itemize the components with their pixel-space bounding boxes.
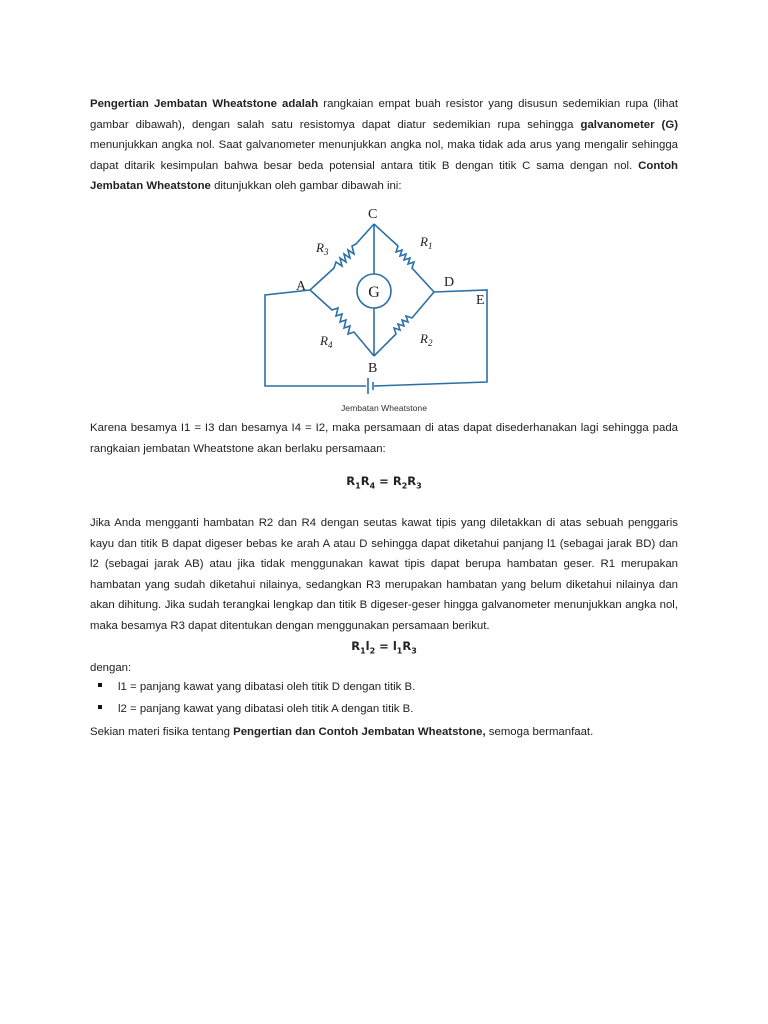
resistor-r2 [374, 292, 434, 356]
intro-bold-term: Pengertian Jembatan Wheatstone adalah [90, 98, 319, 110]
simplification-paragraph: Karena besamya I1 = I3 dan besamya I4 = I2, maka persamaan di atas dapat disederhanakan lagi sehingga pada rangkaian jembatan Wheatstone akan berlaku persamaan: [90, 422, 678, 455]
f1-term-a: R [346, 474, 356, 488]
list-item [90, 676, 678, 698]
f2-term-b: l [365, 639, 370, 653]
contoh-bold: Contoh Jembatan Wheatstone [90, 159, 678, 193]
bullet-text-l2: l2 = panjang kawat yang dibatasi oleh titik A dengan titik B. [118, 703, 414, 715]
label-r4-sub: 4 [327, 340, 333, 350]
label-d: D [444, 275, 455, 290]
label-r3 [315, 240, 329, 257]
bullet-square-icon [98, 683, 102, 687]
label-c: C [368, 207, 378, 222]
label-r1 [419, 234, 432, 251]
f1-equals: = [375, 474, 393, 488]
f1-term-d: R [407, 474, 417, 488]
list-item [90, 698, 678, 720]
resistor-r3 [310, 224, 374, 290]
galvanometer-bold: galvanometer (G) [580, 118, 678, 131]
bullet-square-icon [98, 705, 102, 709]
intro-text-3: ditunjukkan oleh gambar dibawah ini: [210, 180, 402, 193]
closing-paragraph [90, 722, 593, 742]
f1-sub-a: 1 [355, 481, 361, 491]
f2-term-d: R [402, 639, 412, 653]
f2-equals: = [375, 639, 393, 653]
f2-sub-c: 1 [396, 646, 403, 656]
label-a: A [296, 279, 307, 294]
f1-term-c: R [392, 474, 402, 488]
figure-caption: Jembatan Wheatstone [341, 403, 427, 413]
label-b: B [368, 361, 378, 376]
circuit-wire-left [265, 290, 366, 386]
label-g: G [368, 284, 380, 301]
wheatstone-bridge-diagram [258, 200, 498, 396]
closing-text-1: Sekian materi fisika tentang [90, 726, 234, 738]
label-r4-letter: R [320, 333, 328, 348]
intro-paragraph [90, 94, 678, 197]
label-r2-sub: 2 [427, 338, 433, 348]
label-r3-letter: R [316, 240, 324, 255]
bullet-text-l1: l1 = panjang kawat yang dibatasi oleh titik D dengan titik B. [118, 681, 416, 693]
f2-term-a: R [351, 639, 361, 653]
explanation-paragraph: Jika Anda mengganti hambatan R2 dan R4 dengan seutas kawat tipis yang diletakkan di atas sebuah penggaris kayu dan titik B dapat digeser bebas ke arah A atau D sehingga dapat diketahui panjang l1 (sebagai jarak BD) dan l2 (sebagai jarak AB) atau jika tidak menggunakan kawat tipis dapat berupa hambatan geser. R1 merupakan hambatan yang sudah diketahui nilainya, sedangkan R3 merupakan hambatan yang belum diketahui nilainya dan akan dihitung. Jika sudah terangkai lengkap dan titik B digeser-geser hingga galvanometer menunjukkan angka nol, maka besamya R3 dapat ditentukan dengan menggunakan persamaan berikut. [90, 517, 678, 632]
f2-term-c: l [392, 639, 397, 653]
label-r2 [419, 331, 433, 348]
intro-text-1: rangkaian empat buah resistor yang disusun sedemikian rupa (lihat gambar dibawah), dengan salah satu resistomya dapat diatur sedemikian rupa sehingga [90, 98, 678, 131]
formula-r1l2-l1r3 [0, 639, 768, 655]
f1-sub-b: 4 [369, 481, 376, 491]
label-r1-sub: 1 [427, 241, 433, 251]
label-r2-letter: R [420, 331, 428, 346]
f2-sub-b: 2 [369, 646, 376, 656]
f1-term-b: R [360, 474, 370, 488]
f2-sub-d: 3 [411, 646, 417, 656]
intro-text-2: menunjukkan angka nol. Saat galvanometer menunjukkan angka nol, maka tidak ada arus yang mengalir sehingga dapat ditarik kesimpulan bahwa besar beda potensial antara titik B dengan titik C sama dengan nol. [90, 139, 678, 172]
label-r1-letter: R [420, 234, 428, 249]
label-r3-sub: 3 [323, 247, 329, 257]
closing-text-2: semoga bermanfaat. [485, 726, 594, 738]
closing-bold: Pengertian dan Contoh Jembatan Wheatstone, [233, 726, 486, 738]
label-e: E [476, 293, 485, 308]
formula-r1r4-r2r3 [0, 474, 768, 490]
f2-sub-a: 1 [360, 646, 366, 656]
dengan-label: dengan: [90, 662, 132, 674]
f1-sub-c: 2 [401, 481, 408, 491]
definition-list [90, 676, 678, 720]
label-r4 [319, 333, 333, 350]
f1-sub-d: 3 [416, 481, 422, 491]
